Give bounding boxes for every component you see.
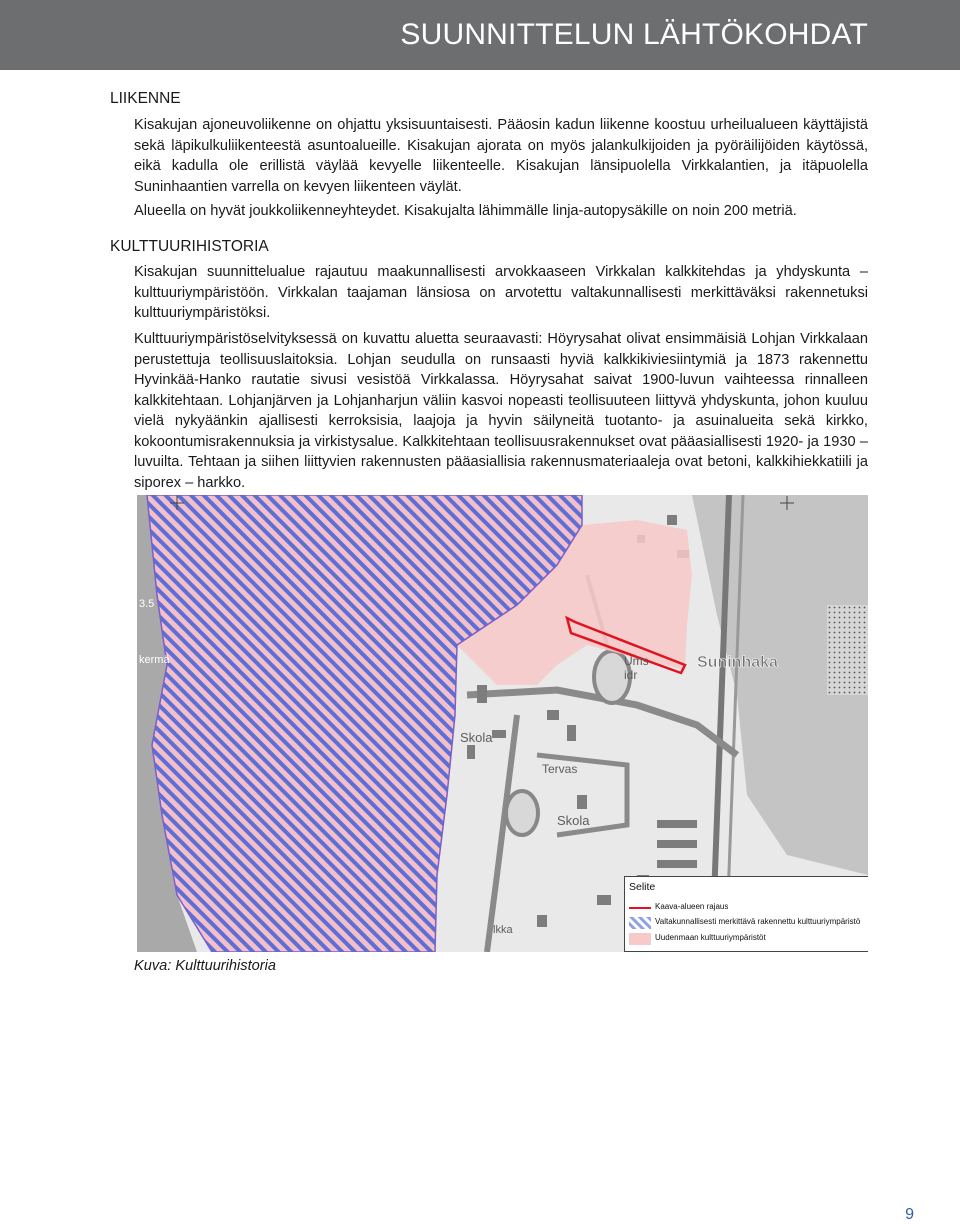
- page-title: SUUNNITTELUN LÄHTÖKOHDAT: [400, 18, 868, 51]
- map-label-lkka: lkka: [493, 924, 513, 936]
- map-label-suninhaka: Suninhaka: [697, 654, 778, 671]
- figure-caption: Kuva: Kulttuurihistoria: [134, 958, 276, 974]
- legend-label: Kaava-alueen rajaus: [655, 902, 729, 911]
- legend-label: Uudenmaan kulttuuriympäristöt: [655, 933, 766, 942]
- map-label-skola: Skola: [460, 730, 493, 745]
- map-gravel-area: [827, 605, 868, 695]
- legend-title: Selite: [629, 881, 656, 893]
- paragraph-kulttuurihistoria-2: Kulttuuriympäristöselvityksessä on kuvattu aluetta seuraavasti: Höyrysahat olivat ensimmäisiä Lohjan Virkkalaan perustettuja teollisuuslaitoksia. Lohjan seudulla on runsaasti hyviä kalkkikiviesiintymiä ja 1873 rakennettu Hyvinkää-Hanko rautatie sivusi vesistöä Virkkalassa. Höyrysahat saivat 1900-luvun vaihteessa rinnalleen kalkkitehtaan. Lohjanjärven ja Lohjanharjun väliin kasvoi nopeasti teollisuuteen liittyvä yhdyskunta, johon kuuluu vielä nykyäänkin ajallisesti kerroksisia, laajoja ja hyvin säilyneitä tuotanto- ja asuinalueita sekä kirkko, kokoontumisrakennuksia ja virkistysalue. Kalkkitehtaan teollisuusrakennukset ovat pääasiallisesti 1920- ja 1930 – luvuilta. Tehtaan ja siihen liittyvien rakennusten pääasiallisia rakennusmateriaaleja ovat betoni, kalkkihiekkatiili ja siporex – harkko.: [134, 331, 868, 491]
- map-label-idr: idr: [624, 668, 638, 682]
- paragraph-liikenne-1: Kisakujan ajoneuvoliikenne on ohjattu yksisuuntaisesti. Pääosin kadun liikenne koostuu urheilualueen käyttäjistä sekä läpikulkuliikenteestä asuntoalueille. Kisakujan ajorata on myös jalankulkijoiden ja pyöräilijöiden käytössä, eikä kadulla ole erillistä väylää kevyelle liikenteelle. Kisakujan länsipuolella Virkkalantien, ja itäpuolella Suninhaantien varrella on kevyen liikenteen väylät.: [134, 117, 868, 195]
- page-number: 9: [905, 1206, 914, 1223]
- section-heading-kulttuurihistoria: KULTTUURIHISTORIA: [110, 238, 269, 255]
- legend-item-plan-boundary: [625, 901, 868, 915]
- header-band: [0, 0, 960, 70]
- pink-fill-icon: [629, 933, 651, 945]
- legend-label: Valtakunnallisesti merkittävä rakennettu kulttuuriympäristö: [655, 917, 861, 926]
- legend-item-regional-area: [625, 932, 868, 946]
- map-legend: [624, 876, 868, 952]
- map-label-skola-2: Skola: [557, 813, 590, 828]
- map-label-number: 3.5: [139, 598, 155, 610]
- red-line-icon: [629, 902, 651, 914]
- section-heading-liikenne: LIIKENNE: [110, 90, 181, 107]
- cultural-history-map: [137, 495, 868, 952]
- map-label-kerma: kermä: [139, 654, 170, 666]
- map-label-ums: Ums: [624, 654, 649, 668]
- map-sports-field-2: [506, 791, 538, 835]
- paragraph-liikenne-2: Alueella on hyvät joukkoliikenneyhteydet. Kisakujalta lähimmälle linja-autopysäkille on noin 200 metriä.: [134, 203, 797, 219]
- map-label-tervas: Tervas: [542, 762, 578, 776]
- paragraph-kulttuurihistoria-1: Kisakujan suunnittelualue rajautuu maakunnallisesti arvokkaaseen Virkkalan kalkkitehdas ja yhdyskunta – kulttuuriympäristöön. Virkkalan taajaman länsiosa on arvotettu valtakunnallisesti merkittäväksi rakennetuksi kulttuuriympäristöksi.: [134, 264, 868, 321]
- blue-hatch-icon: [629, 917, 651, 929]
- legend-item-national-area: [625, 916, 868, 930]
